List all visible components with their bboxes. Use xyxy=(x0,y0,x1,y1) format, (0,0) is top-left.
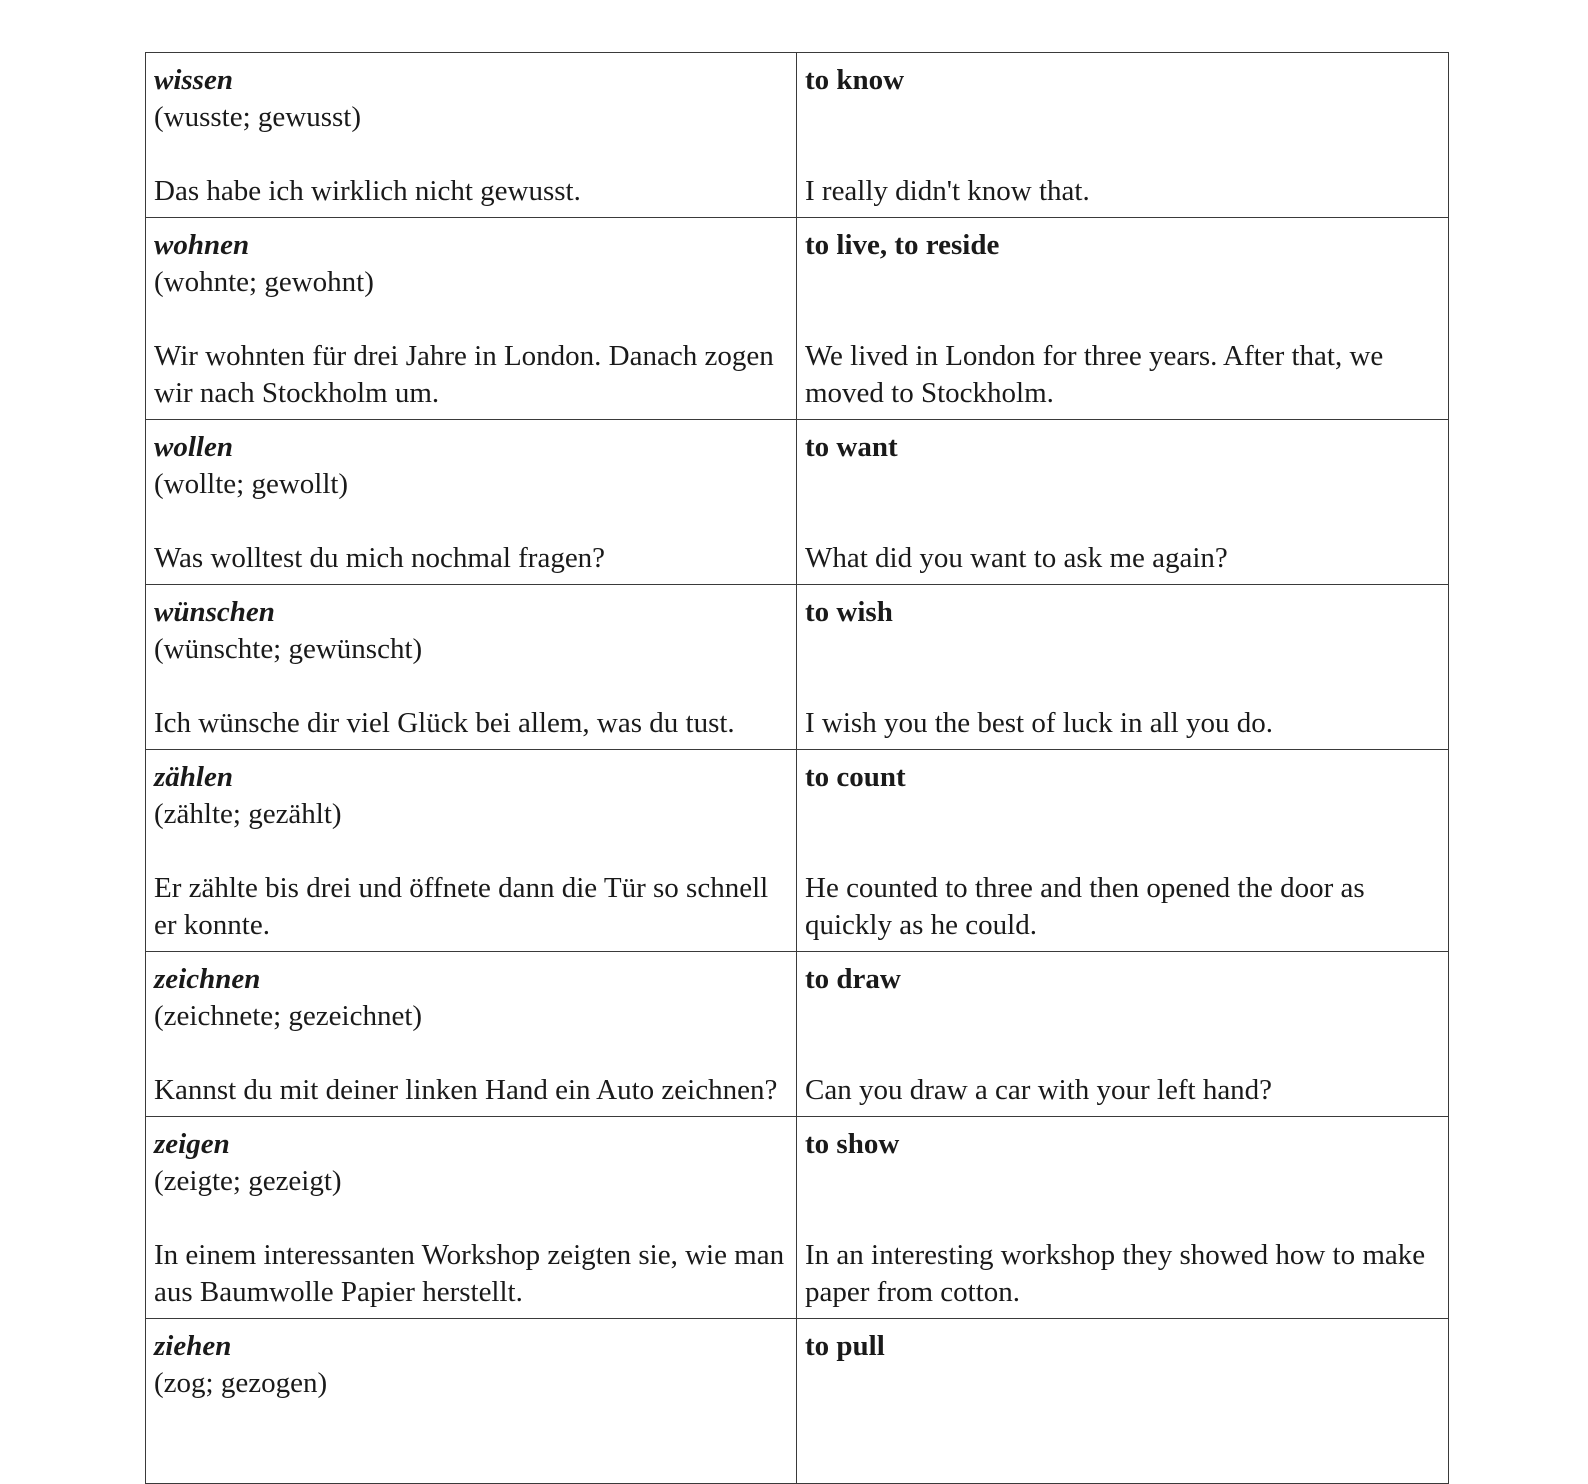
german-cell xyxy=(146,218,797,420)
table-row xyxy=(146,1319,1449,1484)
english-example: In an interesting workshop they showed how to make paper from cotton. xyxy=(805,1239,1426,1308)
english-example: I wish you the best of luck in all you do. xyxy=(805,707,1273,739)
german-example: Wir wohnten für drei Jahre in London. Danach zogen wir nach Stockholm um. xyxy=(154,340,774,409)
german-cell xyxy=(146,1117,797,1319)
english-translation: to wish xyxy=(805,596,893,628)
verb-forms: (wohnte; gewohnt) xyxy=(154,266,374,298)
table-row xyxy=(146,952,1449,1117)
table-row xyxy=(146,585,1449,750)
english-example xyxy=(805,1439,1440,1476)
english-translation: to live, to reside xyxy=(805,229,1000,261)
table-row xyxy=(146,53,1449,218)
english-translation: to want xyxy=(805,431,898,463)
german-example: Was wolltest du mich nochmal fragen? xyxy=(154,542,606,574)
english-translation: to pull xyxy=(805,1330,885,1362)
german-cell xyxy=(146,53,797,218)
verb-forms: (zeichnete; gezeichnet) xyxy=(154,1000,423,1032)
german-example: Er zählte bis drei und öffnete dann die Tür so schnell er konnte. xyxy=(154,872,769,941)
verb-forms: (zog; gezogen) xyxy=(154,1367,328,1399)
english-example: Can you draw a car with your left hand? xyxy=(805,1074,1273,1106)
german-cell xyxy=(146,952,797,1117)
english-cell xyxy=(797,1319,1449,1484)
german-verb: ziehen xyxy=(154,1330,232,1362)
english-example: We lived in London for three years. After that, we moved to Stockholm. xyxy=(805,340,1384,409)
english-cell xyxy=(797,420,1449,585)
english-example: I really didn't know that. xyxy=(805,175,1090,207)
english-example: He counted to three and then opened the door as quickly as he could. xyxy=(805,872,1365,941)
english-cell xyxy=(797,952,1449,1117)
english-cell xyxy=(797,1117,1449,1319)
german-verb: zeigen xyxy=(154,1128,230,1160)
verb-forms: (wünschte; gewünscht) xyxy=(154,633,423,665)
english-cell xyxy=(797,585,1449,750)
vocabulary-table xyxy=(145,52,1449,1484)
english-translation: to draw xyxy=(805,963,901,995)
verb-forms: (wollte; gewollt) xyxy=(154,468,349,500)
german-example: Ich wünsche dir viel Glück bei allem, was du tust. xyxy=(154,707,735,739)
english-translation: to show xyxy=(805,1128,900,1160)
german-cell xyxy=(146,1319,797,1484)
verb-forms: (wusste; gewusst) xyxy=(154,101,362,133)
english-translation: to count xyxy=(805,761,906,793)
german-verb: wohnen xyxy=(154,229,250,261)
verb-forms: (zeigte; gezeigt) xyxy=(154,1165,342,1197)
german-verb: wollen xyxy=(154,431,233,463)
english-example: What did you want to ask me again? xyxy=(805,542,1228,574)
german-example: Das habe ich wirklich nicht gewusst. xyxy=(154,175,581,207)
german-verb: wünschen xyxy=(154,596,275,628)
english-translation: to know xyxy=(805,64,905,96)
table-row xyxy=(146,1117,1449,1319)
german-verb: zeichnen xyxy=(154,963,261,995)
table-row xyxy=(146,420,1449,585)
table-row xyxy=(146,218,1449,420)
german-cell xyxy=(146,420,797,585)
german-example: In einem interessanten Workshop zeigten sie, wie man aus Baumwolle Papier herstellt. xyxy=(154,1239,785,1308)
german-verb: wissen xyxy=(154,64,233,96)
english-cell xyxy=(797,218,1449,420)
german-example: Kannst du mit deiner linken Hand ein Auto zeichnen? xyxy=(154,1074,778,1106)
english-cell xyxy=(797,53,1449,218)
table-row xyxy=(146,750,1449,952)
german-cell xyxy=(146,585,797,750)
german-cell xyxy=(146,750,797,952)
verb-forms: (zählte; gezählt) xyxy=(154,798,342,830)
german-example xyxy=(154,1439,788,1476)
english-cell xyxy=(797,750,1449,952)
german-verb: zählen xyxy=(154,761,233,793)
